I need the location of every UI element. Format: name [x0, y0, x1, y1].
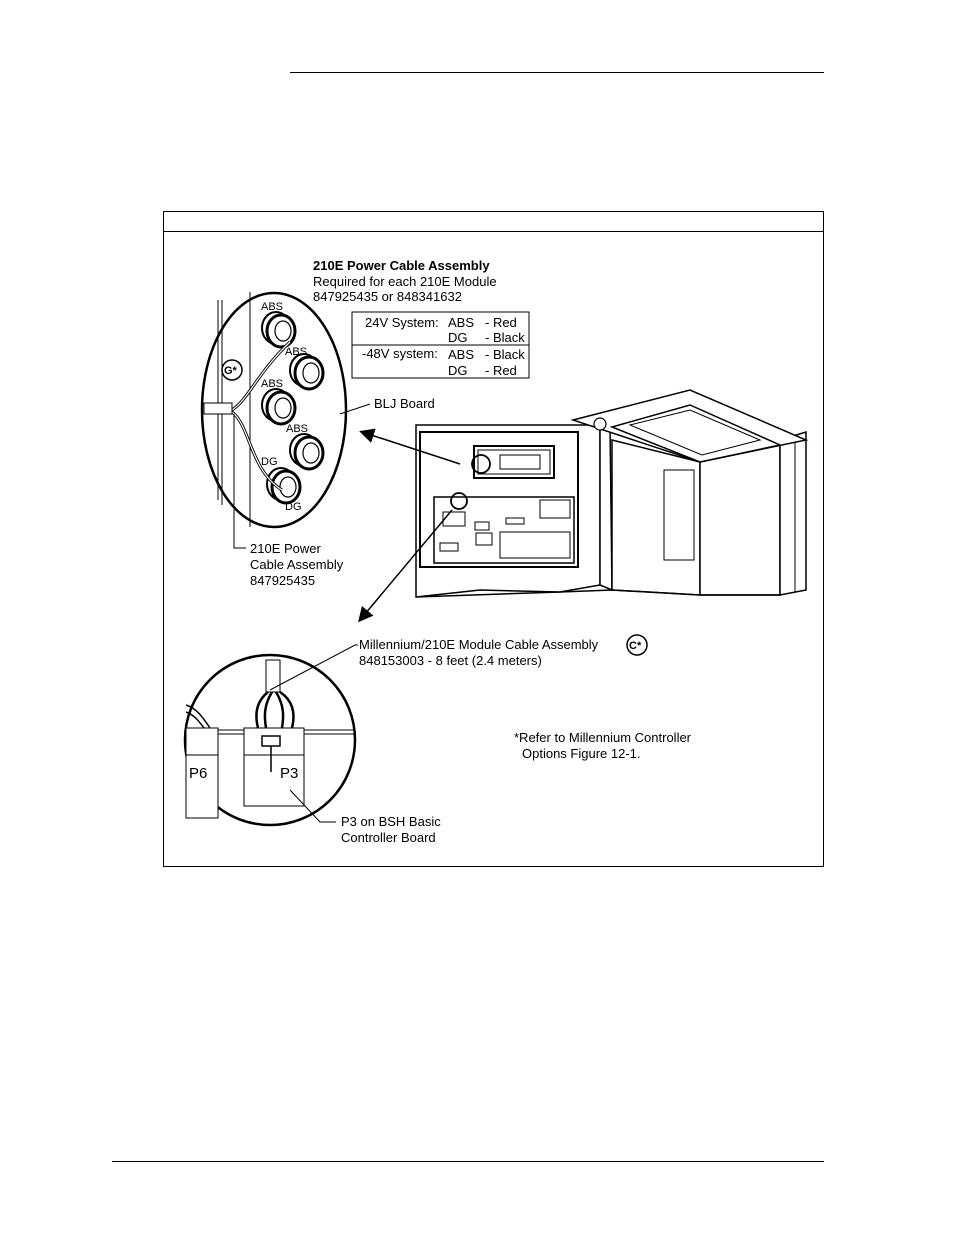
blj-terminal-detail — [202, 292, 346, 527]
note-line-1: *Refer to Millennium Controller — [514, 730, 692, 745]
table-system-48v: -48V system: — [362, 346, 438, 361]
table-24v-abs: ABS — [448, 315, 475, 330]
terminal-label-abs-2: ABS — [285, 346, 308, 358]
power-cable-label-3: 847925435 — [250, 573, 316, 588]
table-48v-abs: ABS — [448, 347, 475, 362]
table-48v-dg: DG — [448, 363, 468, 378]
module-cable-label-1: Millennium/210E Module Cable Assembly — [359, 637, 599, 652]
blj-board-label: BLJ Board — [374, 396, 435, 411]
power-cable-label-2: Cable Assembly — [250, 557, 344, 572]
p3-board-label-2: Controller Board — [341, 830, 436, 845]
terminal-label-dg-2: DG — [285, 501, 302, 513]
terminal-label-abs-4: ABS — [286, 423, 309, 435]
cabinet-drawing — [416, 390, 806, 597]
table-24v-dg-color: - Black — [485, 330, 525, 345]
g-star-label: G* — [224, 365, 237, 377]
note-line-2: Options Figure 12-1. — [522, 746, 641, 761]
terminal-label-abs-3: ABS — [261, 378, 284, 390]
p3-board-label-1: P3 on BSH Basic — [341, 814, 441, 829]
module-cable-label-2: 848153003 - 8 feet (2.4 meters) — [359, 653, 542, 668]
p3-connector-detail — [185, 655, 355, 825]
terminal-label-dg-1: DG — [261, 456, 278, 468]
connector-p6-label: P6 — [189, 765, 208, 782]
polarity-table — [352, 312, 529, 378]
connector-p3-label: P3 — [280, 765, 299, 782]
assembly-title: 210E Power Cable Assembly — [313, 258, 490, 273]
c-star-label: C* — [629, 640, 642, 652]
table-system-24v: 24V System: — [365, 315, 439, 330]
table-24v-abs-color: - Red — [485, 315, 517, 330]
assembly-line2: 847925435 or 848341632 — [313, 289, 462, 304]
power-cable-label-1: 210E Power — [250, 541, 321, 556]
terminal-label-abs-1: ABS — [261, 301, 284, 313]
assembly-line1: Required for each 210E Module — [313, 274, 497, 289]
table-48v-dg-color: - Red — [485, 363, 517, 378]
table-48v-abs-color: - Black — [485, 347, 525, 362]
table-24v-dg: DG — [448, 330, 468, 345]
